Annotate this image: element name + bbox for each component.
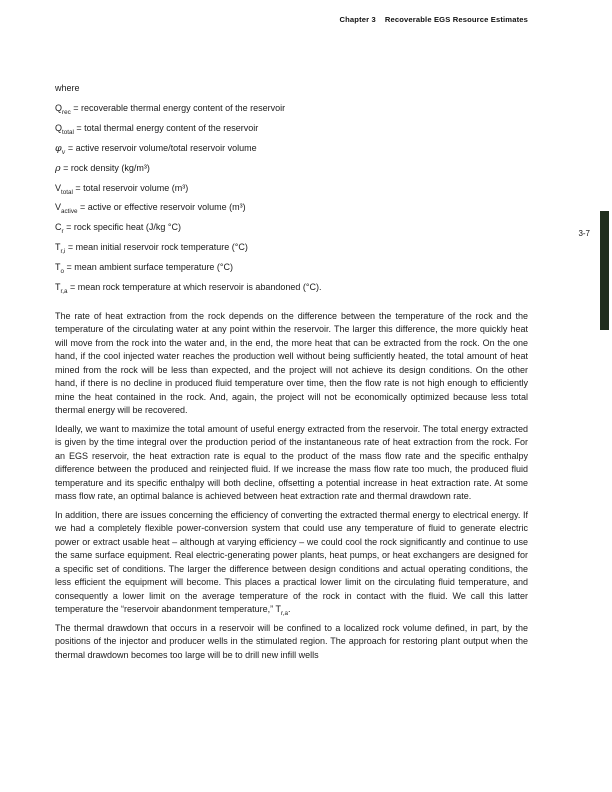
- definition-line: [55, 119, 528, 139]
- definition-line: [55, 179, 528, 199]
- page-number: 3-7: [578, 229, 590, 238]
- definition-line: [55, 159, 528, 179]
- symbol: Q: [55, 102, 63, 113]
- symbol-subscript: total: [61, 188, 73, 196]
- paragraph: [55, 509, 528, 617]
- symbol: T: [55, 262, 61, 273]
- symbol: φ: [55, 142, 62, 154]
- definition-text: = total thermal energy content of the reservoir: [73, 122, 259, 133]
- symbol: C: [55, 222, 62, 233]
- page-content: [55, 79, 528, 662]
- symbol: ρ: [55, 162, 61, 174]
- symbol-subscript: rec: [62, 108, 71, 116]
- symbol-subscript: total: [62, 128, 74, 136]
- definition-line: [55, 278, 528, 298]
- symbol-subscript: o: [60, 267, 65, 275]
- running-header: [340, 15, 529, 24]
- symbol-subscript: r: [61, 228, 64, 236]
- definition-text: = mean ambient surface temperature (°C): [64, 262, 233, 273]
- symbol: T: [55, 282, 61, 293]
- definition-text: = active or effective reservoir volume (m³): [77, 202, 246, 213]
- paragraph-text: In addition, there are issues concerning the efficiency of converting the extracted thermal energy to electrical energy. If we had a completely flexible power-conversion system that could use any temperature of fluid to generate electric power or extract usable heat – although at varying efficiency – we could cool the rock significantly and continue to use the same surface equipment. Real electric-generating power plants, heat pumps, or heat exchangers are designed for a specific set of conditions. The larger the difference between design conditions and actual operating conditions, the less efficient the equipment will become. This places a practical lower limit on the circulating fluid temperature, and consequently a lower limit on the average temperature of the rock in contact with the fluid. We call this latter temperature the “reservoir abandonment temperature,”: [55, 509, 528, 615]
- definition-text: = total reservoir volume (m³): [72, 182, 189, 193]
- symbol: V: [55, 182, 62, 193]
- paragraph: Ideally, we want to maximize the total amount of useful energy extracted from the reservoir. The total energy extracted is given by the time integral over the production period of the instantaneous rate of heat extraction from the rock. For an EGS reservoir, the heat extraction rate is equal to the product of the mass flow rate and the specific enthalpy difference between the produced and reinjected fluid. If we increase the mass flow rate too much, the produced fluid temperature and its specific enthalpy will both decline, offsetting a potential increase in heat extraction rate. At some mass flow rate, an optimal balance is achieved between heat extraction rate and thermal drawdown rate.: [55, 423, 528, 502]
- symbol: T: [55, 242, 61, 253]
- paragraph-text: .: [287, 604, 291, 615]
- chapter-tab-marker: [600, 211, 609, 330]
- definition-text: = mean rock temperature at which reservoir is abandoned (°C).: [67, 282, 322, 293]
- definition-text: = rock density (kg/m³): [60, 162, 150, 173]
- definition-text: = active reservoir volume/total reservoir volume: [65, 142, 257, 153]
- symbol: T: [275, 604, 281, 615]
- definition-line: [55, 238, 528, 258]
- paragraph: The thermal drawdown that occurs in a reservoir will be confined to a localized rock volume defined, in part, by the positions of the injector and producer wells in the stimulated region. The approach for restoring plant output when the thermal drawdown becomes too large will be to drill new infill wells: [55, 622, 528, 660]
- body-paragraphs: [55, 310, 528, 663]
- symbol-subscript: r,a: [280, 610, 288, 618]
- symbol-subscript: r,a: [60, 287, 68, 295]
- symbol-subscript: r,i: [60, 248, 66, 256]
- definitions-intro: where: [55, 83, 80, 93]
- definition-line: [55, 218, 528, 238]
- symbol-subscript: v: [61, 147, 66, 156]
- symbol: V: [55, 202, 62, 213]
- paragraph: The rate of heat extraction from the rock depends on the difference between the temperature of the rock and the temperature of the circulating water at any point within the reservoir. The larger this difference, the more quickly heat will move from the rock into the water and, in the end, the more heat that can be extracted from the rock. On the one hand, if the cool injected water reaches the production well without being sufficiently heated, the total amount of heat mined from the rock will be less than expected, and the project will not achieve its design conditions. On the other hand, if there is no decline in produced fluid temperature over time, then the flow rate is not high enough to efficiently mine the heat contained in the rock. And, again, the project will not be economically optimized because less total thermal energy will be recovered.: [55, 310, 528, 416]
- definition-line: [55, 99, 528, 119]
- chapter-label: Chapter 3: [339, 15, 376, 24]
- definition-text: = recoverable thermal energy content of the reservoir: [70, 102, 286, 113]
- symbol-subscript: active: [61, 208, 78, 216]
- symbol: Q: [55, 122, 63, 133]
- definition-line: [55, 258, 528, 278]
- definition-text: = rock specific heat (J/kg °C): [63, 222, 181, 233]
- definition-text: = mean initial reservoir rock temperature (°C): [65, 242, 248, 253]
- definition-line: [55, 198, 528, 218]
- definitions-list: [55, 79, 528, 298]
- chapter-title: Recoverable EGS Resource Estimates: [384, 15, 528, 24]
- definition-line: [55, 139, 528, 159]
